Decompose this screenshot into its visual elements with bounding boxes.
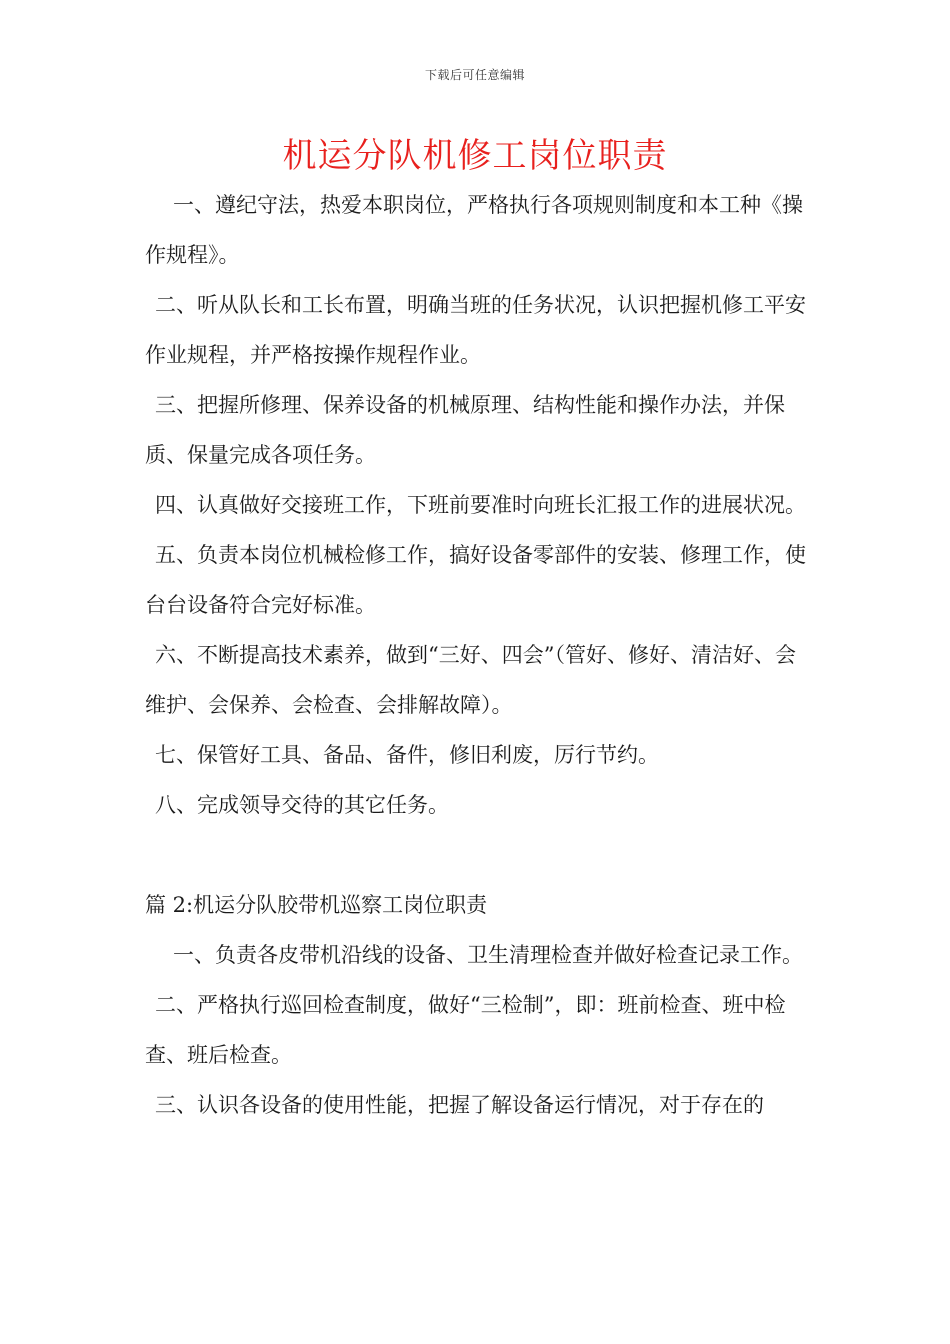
paragraph-2: 二、听从队长和工长布置，明确当班的任务状况，认识把握机修工平安作业规程，并严格按操作规程作业。 <box>145 293 806 367</box>
document-title: 机运分队机修工岗位职责 <box>282 136 668 176</box>
header-note: 下载后可任意编辑 <box>424 68 525 82</box>
document-body <box>145 180 815 1130</box>
section-2-paragraph-3: 三、认识各设备的使用性能，把握了解设备运行情况，对于存在的 <box>155 1093 764 1117</box>
paragraph-5: 五、负责本岗位机械检修工作，搞好设备零部件的安装、修理工作，使台台设备符合完好标准。 <box>145 543 806 617</box>
paragraph-7: 七、保管好工具、备品、备件，修旧利废，厉行节约。 <box>155 743 659 767</box>
section-2-paragraph-2: 二、严格执行巡回检查制度，做好“三检制”，即：班前检查、班中检查、班后检查。 <box>145 993 786 1067</box>
paragraph-3: 三、把握所修理、保养设备的机械原理、结构性能和操作办法，并保质、保量完成各项任务。 <box>145 393 785 467</box>
paragraph-8: 八、完成领导交待的其它任务。 <box>155 793 449 817</box>
section-2-paragraph-1: 一、负责各皮带机沿线的设备、卫生清理检查并做好检查记录工作。 <box>173 943 803 967</box>
section-spacer <box>145 830 815 880</box>
section-2-heading: 篇 2:机运分队胶带机巡察工岗位职责 <box>145 893 488 917</box>
paragraph-4: 四、认真做好交接班工作，下班前要准时向班长汇报工作的进展状况。 <box>155 493 806 517</box>
paragraph-6: 六、不断提高技术素养，做到“三好、四会”（管好、修好、清洁好、会维护、会保养、会检查、会排解故障）。 <box>145 643 796 717</box>
paragraph-1: 一、遵纪守法，热爱本职岗位，严格执行各项规则制度和本工种《操作规程》。 <box>145 193 803 267</box>
